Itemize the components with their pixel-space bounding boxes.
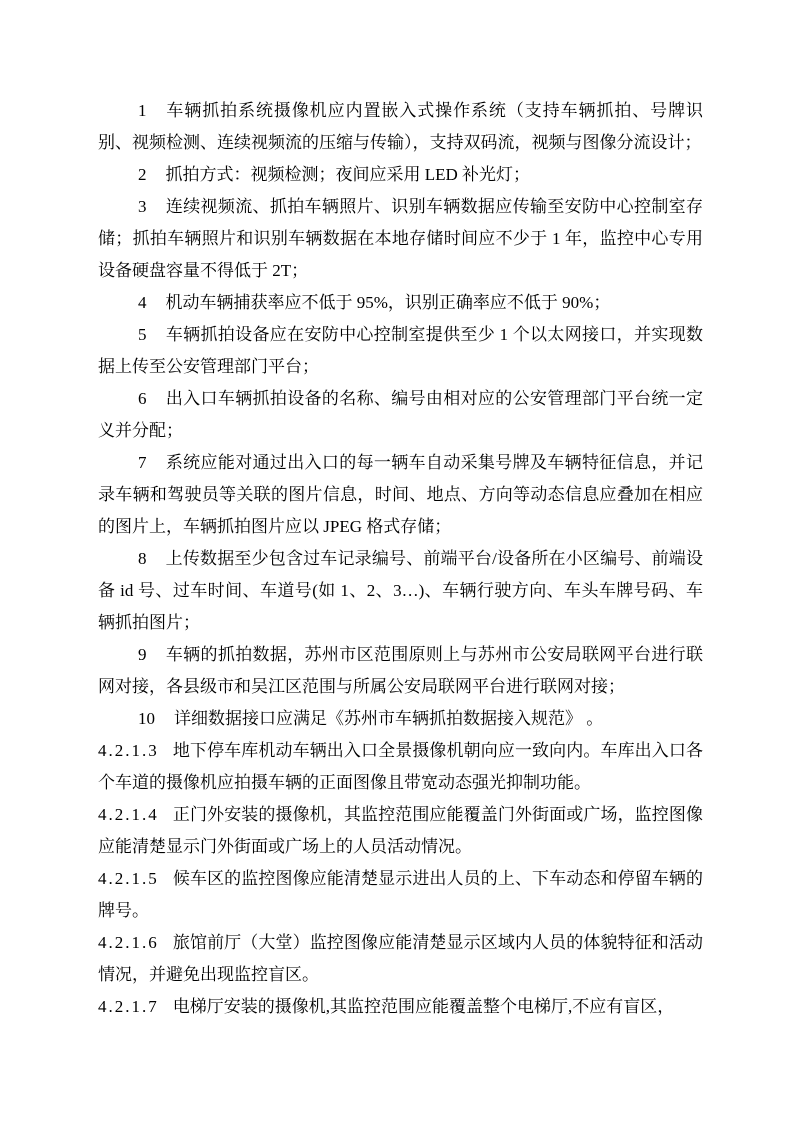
section-text: 旅馆前厅（大堂）监控图像应能清楚显示区域内人员的体貌特征和活动情况，并避免出现监控盲区。 [98, 933, 703, 984]
item-text: 系统应能对通过出入口的每一辆车自动采集号牌及车辆特征信息，并记录车辆和驾驶员等关联的图片信息，时间、地点、方向等动态信息应叠加在相应的图片上，车辆抓拍图片应以 JPEG 格式存储； [98, 453, 703, 536]
section-number: 4.2.1.5 [98, 869, 159, 888]
item-number: 5 [138, 325, 147, 344]
item-text: 车辆抓拍设备应在安防中心控制室提供至少 1 个以太网接口，并实现数据上传至公安管理部门平台； [98, 325, 703, 376]
numbered-item-7 [98, 447, 703, 543]
item-number: 6 [138, 389, 147, 408]
item-number: 3 [138, 197, 147, 216]
item-number: 8 [138, 549, 147, 568]
numbered-item-5 [98, 319, 703, 383]
item-text: 连续视频流、抓拍车辆照片、识别车辆数据应传输至安防中心控制室存储；抓拍车辆照片和识别车辆数据在本地存储时间应不少于 1 年，监控中心专用设备硬盘容量不得低于 2T； [98, 197, 703, 280]
item-text: 出入口车辆抓拍设备的名称、编号由相对应的公安管理部门平台统一定义并分配； [98, 389, 703, 440]
item-number: 7 [138, 453, 147, 472]
section-paragraph-4-2-1-6 [98, 927, 703, 991]
numbered-item-10 [98, 703, 703, 735]
item-number: 9 [138, 645, 147, 664]
numbered-item-3 [98, 191, 703, 287]
item-text: 车辆抓拍系统摄像机应内置嵌入式操作系统（支持车辆抓拍、号牌识别、视频检测、连续视频流的压缩与传输），支持双码流，视频与图像分流设计； [98, 101, 703, 152]
section-number: 4.2.1.6 [98, 933, 159, 952]
item-text: 抓拍方式：视频检测；夜间应采用 LED 补光灯； [165, 165, 531, 184]
section-paragraph-4-2-1-3 [98, 735, 703, 799]
numbered-item-6 [98, 383, 703, 447]
section-number: 4.2.1.4 [98, 805, 159, 824]
section-text: 电梯厅安装的摄像机,其监控范围应能覆盖整个电梯厅,不应有盲区， [172, 997, 675, 1016]
section-paragraph-4-2-1-4 [98, 799, 703, 863]
numbered-item-8 [98, 543, 703, 639]
numbered-item-9 [98, 639, 703, 703]
item-number: 1 [138, 101, 147, 120]
numbered-item-2 [98, 159, 703, 191]
section-paragraph-4-2-1-5 [98, 863, 703, 927]
section-text: 地下停车库机动车辆出入口全景摄像机朝向应一致向内。车库出入口各个车道的摄像机应拍摄车辆的正面图像且带宽动态强光抑制功能。 [98, 741, 703, 792]
item-text: 机动车辆捕获率应不低于 95%，识别正确率应不低于 90%； [165, 293, 611, 312]
section-text: 正门外安装的摄像机，其监控范围应能覆盖门外街面或广场，监控图像应能清楚显示门外街面或广场上的人员活动情况。 [98, 805, 703, 856]
item-text: 详细数据接口应满足《苏州市车辆抓拍数据接入规范》 。 [174, 709, 604, 728]
item-number: 4 [138, 293, 147, 312]
section-paragraph-4-2-1-7 [98, 991, 703, 1023]
item-number: 10 [138, 709, 155, 728]
numbered-item-4 [98, 287, 703, 319]
item-text: 上传数据至少包含过车记录编号、前端平台/设备所在小区编号、前端设备 id 号、过车时间、车道号(如 1、2、3…)、车辆行驶方向、车头车牌号码、车辆抓拍图片； [98, 549, 703, 632]
section-number: 4.2.1.7 [98, 997, 159, 1016]
section-text: 候车区的监控图像应能清楚显示进出人员的上、下车动态和停留车辆的牌号。 [98, 869, 703, 920]
item-text: 车辆的抓拍数据，苏州市区范围原则上与苏州市公安局联网平台进行联网对接，各县级市和吴江区范围与所属公安局联网平台进行联网对接； [98, 645, 703, 696]
section-number: 4.2.1.3 [98, 741, 159, 760]
numbered-item-1 [98, 95, 703, 159]
item-number: 2 [138, 165, 147, 184]
